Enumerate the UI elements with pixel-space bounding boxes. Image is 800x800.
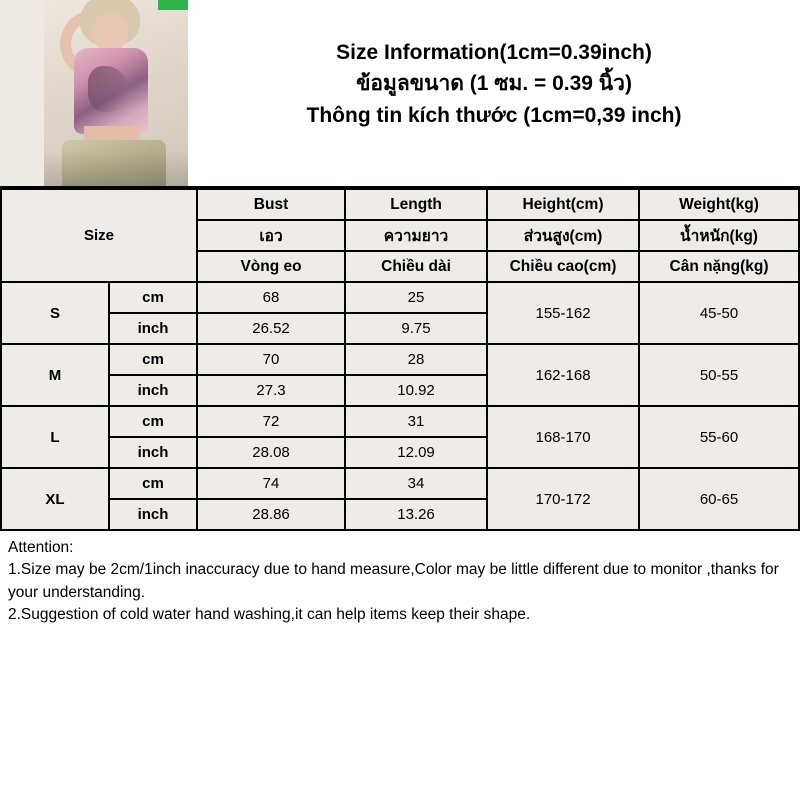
title-english: Size Information(1cm=0.39inch) (336, 40, 652, 64)
header-bust-th: เอว (197, 220, 345, 251)
height-m: 162-168 (487, 344, 639, 406)
title-thai: ข้อมูลขนาด (1 ซม. = 0.39 นิ้ว) (356, 72, 632, 96)
bust-cm-s: 68 (197, 282, 345, 313)
bust-inch-s: 26.52 (197, 313, 345, 344)
header-weight-th: น้ำหนัก(kg) (639, 220, 799, 251)
unit-inch-s: inch (109, 313, 197, 344)
bust-inch-xl: 28.86 (197, 499, 345, 530)
product-photo-cell (0, 0, 188, 186)
photo-crop-top (74, 48, 148, 134)
length-inch-xl: 13.26 (345, 499, 487, 530)
row-size-label-m: M (1, 344, 109, 406)
header-length-th: ความยาว (345, 220, 487, 251)
weight-m: 50-55 (639, 344, 799, 406)
photo-green-marker (158, 0, 188, 10)
unit-inch-m: inch (109, 375, 197, 406)
bust-cm-m: 70 (197, 344, 345, 375)
size-table (0, 188, 800, 531)
attention-heading: Attention: (8, 539, 74, 556)
photo-model-face (92, 12, 128, 52)
title-vietnamese: Thông tin kích thước (1cm=0,39 inch) (306, 103, 682, 127)
title-block (188, 0, 800, 186)
size-header-cell: Size (1, 189, 197, 282)
length-cm-s: 25 (345, 282, 487, 313)
unit-inch-l: inch (109, 437, 197, 468)
unit-cm-xl: cm (109, 468, 197, 499)
length-inch-l: 12.09 (345, 437, 487, 468)
header-length-en: Length (345, 189, 487, 220)
header-height-vi: Chiều cao(cm) (487, 251, 639, 282)
height-xl: 170-172 (487, 468, 639, 530)
bust-cm-xl: 74 (197, 468, 345, 499)
height-l: 168-170 (487, 406, 639, 468)
weight-xl: 60-65 (639, 468, 799, 530)
attention-note-1: 1.Size may be 2cm/1inch inaccuracy due to hand measure,Color may be little different due to monitor ,thanks for your understanding. (8, 561, 779, 601)
header-weight-en: Weight(kg) (639, 189, 799, 220)
height-s: 155-162 (487, 282, 639, 344)
attention-block (0, 531, 800, 631)
length-inch-m: 10.92 (345, 375, 487, 406)
table-row (1, 406, 799, 437)
length-inch-s: 9.75 (345, 313, 487, 344)
product-photo (44, 0, 188, 186)
header-bust-en: Bust (197, 189, 345, 220)
row-size-label-xl: XL (1, 468, 109, 530)
header-weight-vi: Cân nặng(kg) (639, 251, 799, 282)
unit-inch-xl: inch (109, 499, 197, 530)
weight-s: 45-50 (639, 282, 799, 344)
header-height-en: Height(cm) (487, 189, 639, 220)
header-length-vi: Chiều dài (345, 251, 487, 282)
table-row (1, 344, 799, 375)
unit-cm-m: cm (109, 344, 197, 375)
attention-note-2: 2.Suggestion of cold water hand washing,it can help items keep their shape. (8, 606, 531, 624)
table-row (1, 468, 799, 499)
weight-l: 55-60 (639, 406, 799, 468)
photo-shadow (44, 150, 188, 186)
row-size-label-s: S (1, 282, 109, 344)
row-size-label-l: L (1, 406, 109, 468)
header (0, 0, 800, 188)
bust-inch-m: 27.3 (197, 375, 345, 406)
header-height-th: ส่วนสูง(cm) (487, 220, 639, 251)
length-cm-l: 31 (345, 406, 487, 437)
length-cm-xl: 34 (345, 468, 487, 499)
unit-cm-l: cm (109, 406, 197, 437)
header-bust-vi: Vòng eo (197, 251, 345, 282)
bust-cm-l: 72 (197, 406, 345, 437)
table-header-row-en (1, 189, 799, 220)
unit-cm-s: cm (109, 282, 197, 313)
bust-inch-l: 28.08 (197, 437, 345, 468)
table-row (1, 282, 799, 313)
length-cm-m: 28 (345, 344, 487, 375)
